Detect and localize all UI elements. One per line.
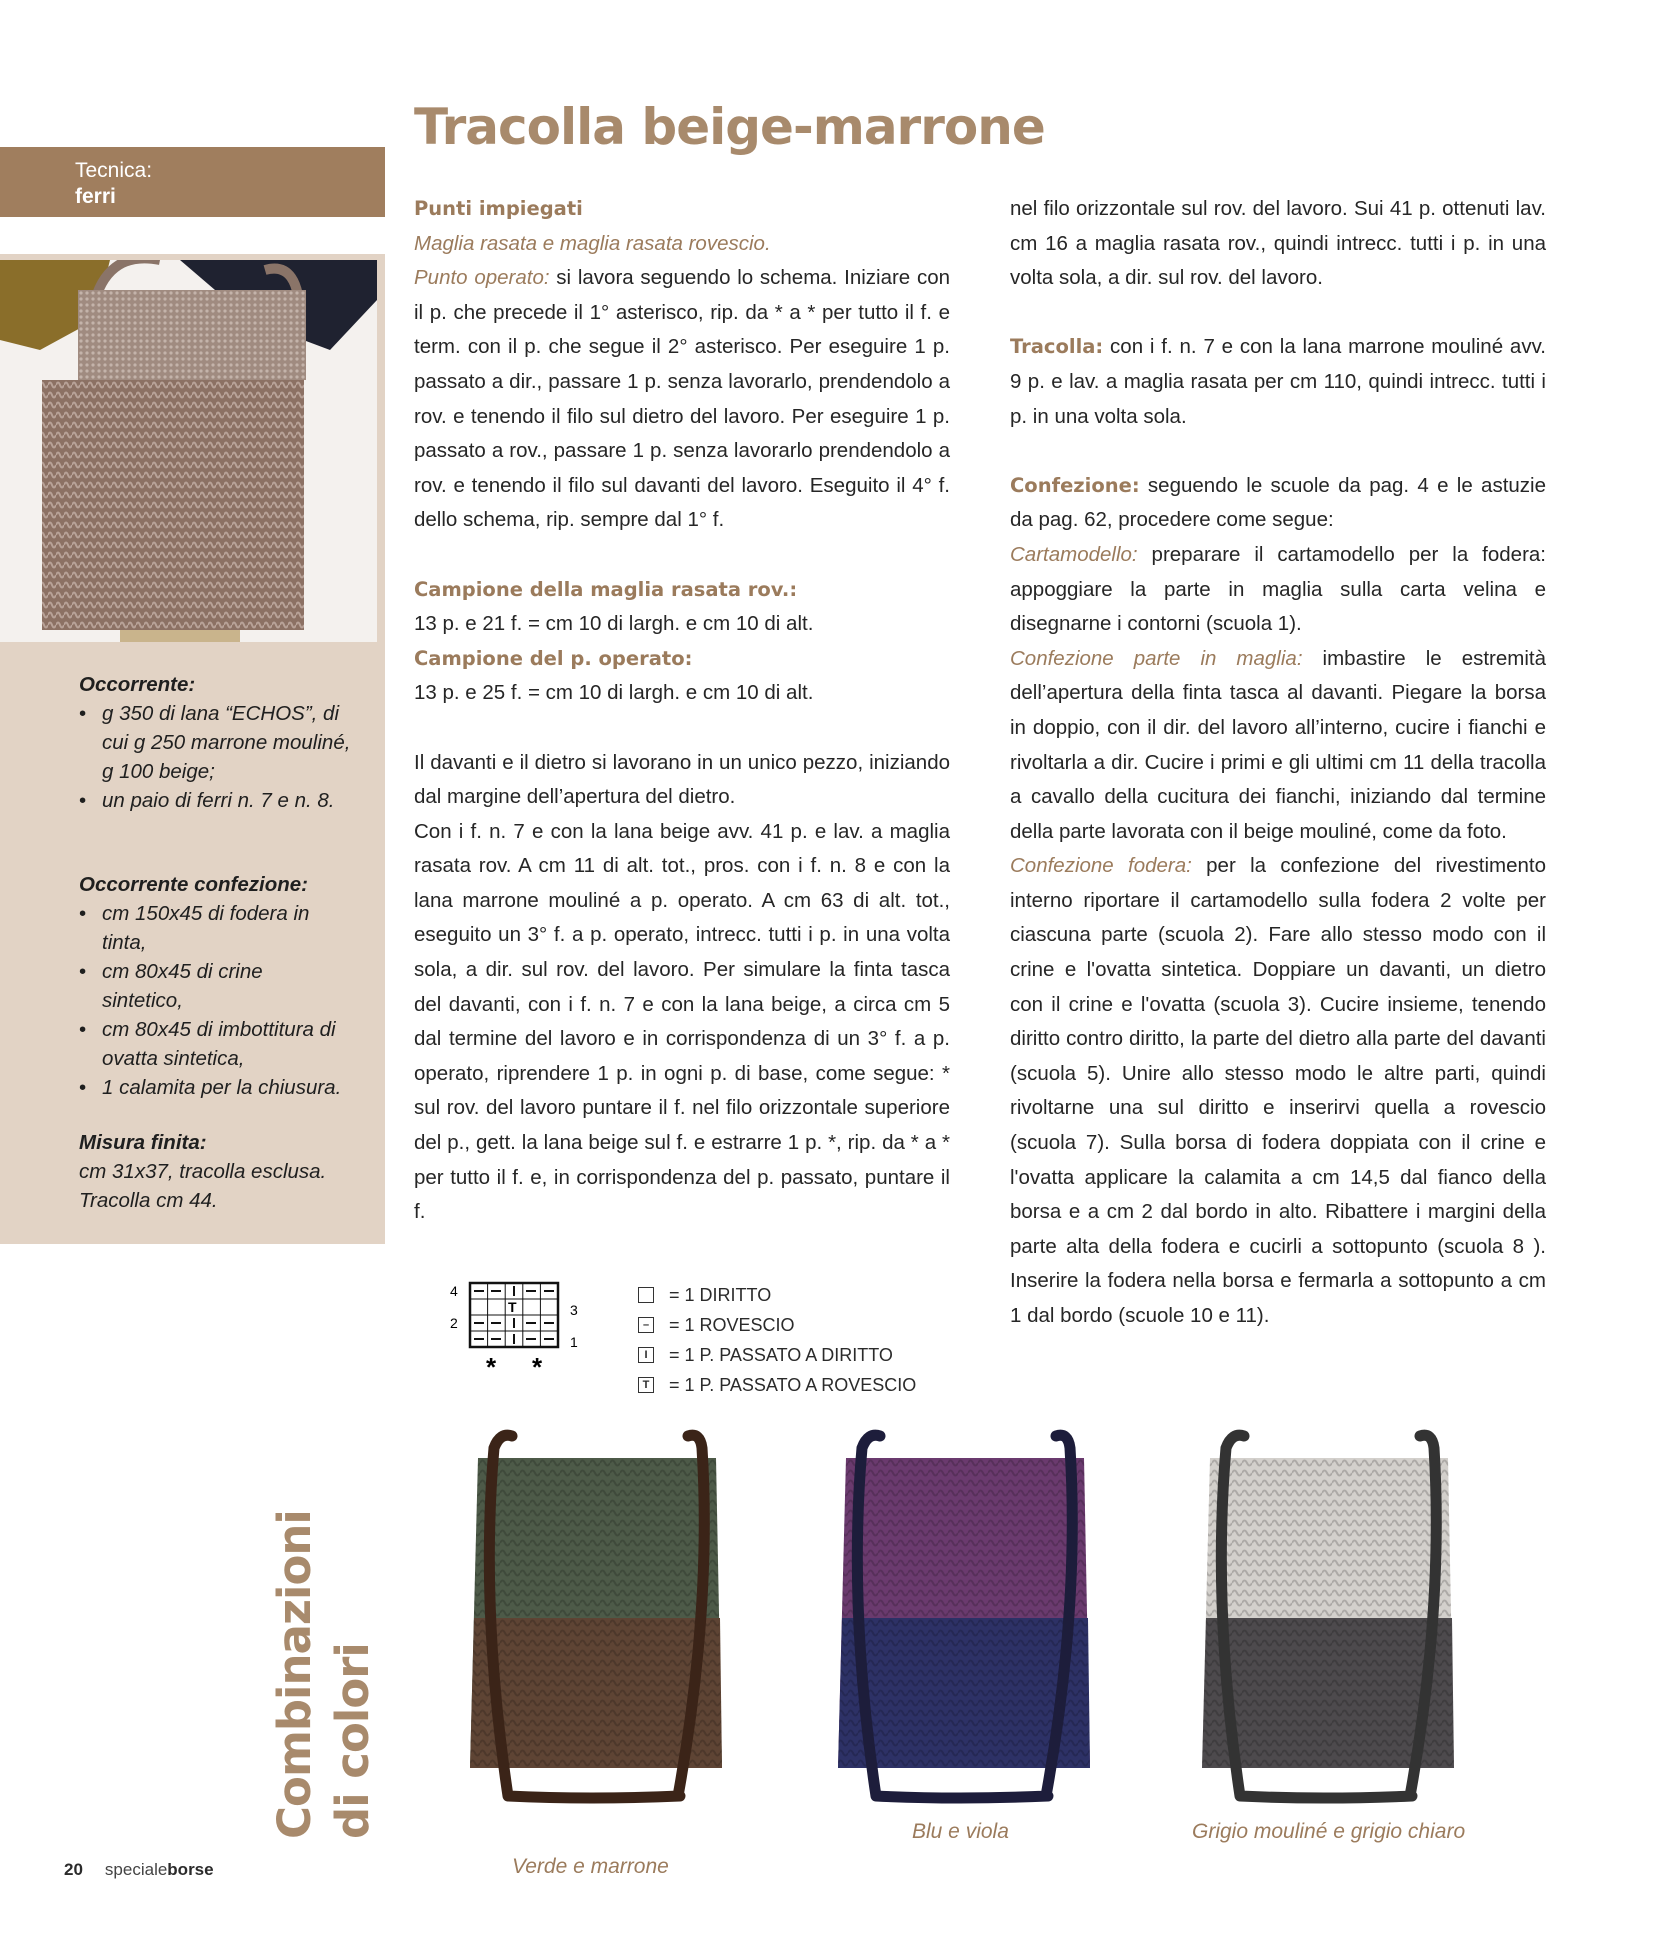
row-number: 4 [450, 1283, 458, 1299]
tecnica-box [0, 147, 385, 217]
page-number: 20 [64, 1860, 83, 1879]
repeat-star: * [532, 1352, 543, 1382]
misura-title: Misura finita: [79, 1131, 207, 1154]
misura-text: cm 31x37, tracolla esclusa. Tracolla cm 44. [79, 1160, 327, 1212]
repeat-star: * [486, 1352, 497, 1382]
tracolla-text: con i f. n. 7 e con la lana marrone mouliné avv. 9 p. e lav. a maglia rasata per cm 110, quindi intrecc. tutti i p. in una volta sola. [1010, 335, 1546, 428]
row-number: 2 [450, 1315, 458, 1331]
legend-text: = 1 ROVESCIO [669, 1315, 795, 1335]
body-paragraph: nel filo orizzontale sul rov. del lavoro. Sui 41 p. ottenuti lav. cm 16 a maglia rasata rov., quindi intrecc. tutti i p. in una volta sola, a dir. sul rov. del lavoro. [1010, 197, 1546, 290]
brand-bold: borse [167, 1860, 214, 1879]
body-paragraph: Con i f. n. 7 e con la lana beige avv. 41 p. e lav. a maglia rasata rov. A cm 11 di alt. tot., pros. con i f. n. 8 e con la lana marrone mouliné a p. operato. A cm 63 di alt. tot., eseguito un 3° f. a p. operato, intrecc. tutti i p. in una volta sola, a dir. sul rov. del lavoro. Per simulare la finta tasca del davanti, con i f. n. 7 e con la lana beige, a circa cm 5 dal termine del lavoro e in corrispondenza di un 3° f. a p. operato, riprendere 1 p. in ogni p. di base, come segue: * sul rov. del lavoro puntare il f. nel filo orizzontale superiore del p., gett. la lana beige sul f. e estrarre 1 p. *, rip. da * a * per tutto il f. e, in corrispondenza del p. passato, puntare il f. [414, 819, 950, 1224]
confezione-title: Occorrente confezione: [79, 873, 308, 896]
punto-operato-text: si lavora seguendo lo schema. Iniziare con il p. che precede il 1° asterisco, rip. da * a * per tutto il f. e term. con il p. che segue il 2° asterisco. Per eseguire 1 p. passato a dir., passare 1 p. senza lavorarlo, prendendolo a rov. e tenendo il filo sul dietro del lavoro. Per eseguire 1 p. passato a rov., passare 1 p. senza lavorarlo prendendolo a rov. e tenendo il filo sul davanti del lavoro. Eseguito il 4° f. dello schema, rip. sempre dal 1° f. [414, 266, 950, 532]
confezione-label: Confezione: [1010, 473, 1140, 497]
caption-verde-marrone: Verde e marrone [512, 1855, 669, 1878]
stitch-schema [448, 1278, 598, 1393]
body-paragraph: Il davanti e il dietro si lavorano in un unico pezzo, iniziando dal margine dell’apertura del dietro. [414, 750, 950, 809]
list-item: • 1 calamita per la chiusura. [79, 1073, 379, 1102]
campione-rov-heading: Campione della maglia rasata rov.: [414, 577, 798, 601]
occorrente-title: Occorrente: [79, 673, 196, 696]
combinazioni-line2: di colori [326, 1643, 378, 1839]
bag-photo [0, 260, 377, 642]
combinazioni-line1: Combinazioni [268, 1510, 321, 1839]
confezione-paragraph [1010, 469, 1546, 538]
confezione-maglia-text: imbastire le estremità dell’apertura della finta tasca al davanti. Piegare la borsa in doppio, con il dir. del lavoro all’interno, cucire i fianchi e rivoltarla a dir. Cucire i primi e gli ultimi cm 11 della tracolla a cavallo della cucitura dei fianchi, iniziando dal termine della parte lavorata con il beige mouliné, come da foto. [1010, 646, 1546, 843]
confezione-fodera-text: per la confezione del rivestimento interno riportare il cartamodello sulla fodera 2 volte per ciascuna parte (scuola 2). Fare allo stesso modo con il crine e l'ovatta sintetica. Doppiare un davanti, un dietro con il crine e l'ovatta (scuola 3). Cucire insieme, tenendo diritto contro diritto, la parte del dietro alla parte del davanti (scuola 5). Unire allo stesso modo le altre parti, quindi rivoltarne una sul diritto e inserirvi quella a rovescio (scuola 7). Sulla borsa di fodera doppiata con il crine e l'ovatta applicare la calamita a cm 14,5 dal fianco della borsa e a cm 2 dal bordo in alto. Ribattere i margini della parte alta della fodera e cucirli a sottopunto (scuola 8 ). Inserire la fodera nella borsa e fermarla a sottopunto a cm 1 dal bordo (scuole 10 e 11). [1010, 854, 1546, 1327]
legend-text: = 1 DIRITTO [669, 1285, 772, 1305]
cartamodello-text: preparare il cartamodello per la fodera: appoggiare la parte in maglia sulla carta velina e disegnarne i contorni (scuola 1). [1010, 542, 1546, 636]
confezione-maglia-label: Confezione parte in maglia: [1010, 646, 1303, 670]
misura-block [79, 1128, 379, 1215]
schema-legend [638, 1280, 916, 1400]
caption-blu-viola: Blu e viola [912, 1820, 1009, 1843]
campione-op-heading: Campione del p. operato: [414, 646, 693, 670]
knit-symbol-icon [638, 1287, 654, 1303]
list-item: • cm 80x45 di crine sintetico, [79, 957, 302, 1015]
list-item: • cm 80x45 di imbottitura di ovatta sintetica, [79, 1015, 372, 1073]
brand-light: speciale [104, 1860, 168, 1879]
cartamodello-paragraph [1010, 538, 1546, 642]
occorrente-block [79, 670, 379, 815]
confezione-fodera-label: Confezione fodera: [1010, 854, 1192, 878]
campione-rov-text: 13 p. e 21 f. = cm 10 di largh. e cm 10 di alt. [414, 612, 814, 636]
legend-text: = 1 P. PASSATO A ROVESCIO [669, 1375, 917, 1395]
punto-operato-paragraph [414, 261, 950, 538]
legend-text: = 1 P. PASSATO A DIRITTO [669, 1345, 893, 1365]
row-number: 1 [570, 1334, 578, 1350]
page-footer [64, 1860, 214, 1880]
bag-illustration [450, 1428, 760, 1813]
row-number: 3 [570, 1302, 578, 1318]
svg-text:T: T [508, 1299, 517, 1315]
confezione-block [79, 870, 379, 1102]
slip-purl-symbol-icon: T [638, 1377, 654, 1393]
punti-line: Maglia rasata e maglia rasata rovescio. [414, 231, 771, 255]
legend-row [638, 1310, 916, 1340]
bag-illustration [1182, 1428, 1492, 1813]
tracolla-label: Tracolla: [1010, 335, 1104, 359]
confezione-fodera-paragraph [1010, 849, 1546, 1333]
slip-knit-symbol-icon: I [638, 1347, 654, 1363]
cartamodello-label: Cartamodello: [1010, 542, 1138, 566]
legend-row [638, 1370, 916, 1400]
caption-grigio: Grigio mouliné e grigio chiaro [1192, 1820, 1466, 1843]
tecnica-value: ferri [75, 185, 116, 208]
bag-illustration [818, 1428, 1128, 1813]
column-left [414, 192, 950, 1230]
confezione-text: seguendo le scuole da pag. 4 e le astuzie da pag. 62, procedere come segue: [1010, 473, 1546, 532]
legend-row [638, 1280, 916, 1310]
list-item: • cm 150x45 di fodera in tinta, [79, 899, 352, 957]
confezione-maglia-paragraph [1010, 642, 1546, 850]
purl-symbol-icon: – [638, 1317, 654, 1333]
tecnica-label: Tecnica: [75, 159, 153, 182]
campione-op-text: 13 p. e 25 f. = cm 10 di largh. e cm 10 di alt. [414, 681, 814, 705]
punti-heading: Punti impiegati [414, 197, 583, 220]
legend-row [638, 1340, 916, 1370]
combinazioni-heading [268, 1483, 378, 1843]
column-right [1010, 192, 1546, 1334]
materials-sidebar [0, 644, 385, 1244]
list-item: • g 350 di lana “ECHOS”, di cui g 250 marrone mouliné, g 100 beige; [79, 699, 352, 786]
tracolla-paragraph [1010, 330, 1546, 434]
punto-operato-label: Punto operato: [414, 266, 550, 290]
page-title: Tracolla beige-marrone [414, 98, 1045, 156]
list-item: • un paio di ferri n. 7 e n. 8. [79, 786, 379, 815]
